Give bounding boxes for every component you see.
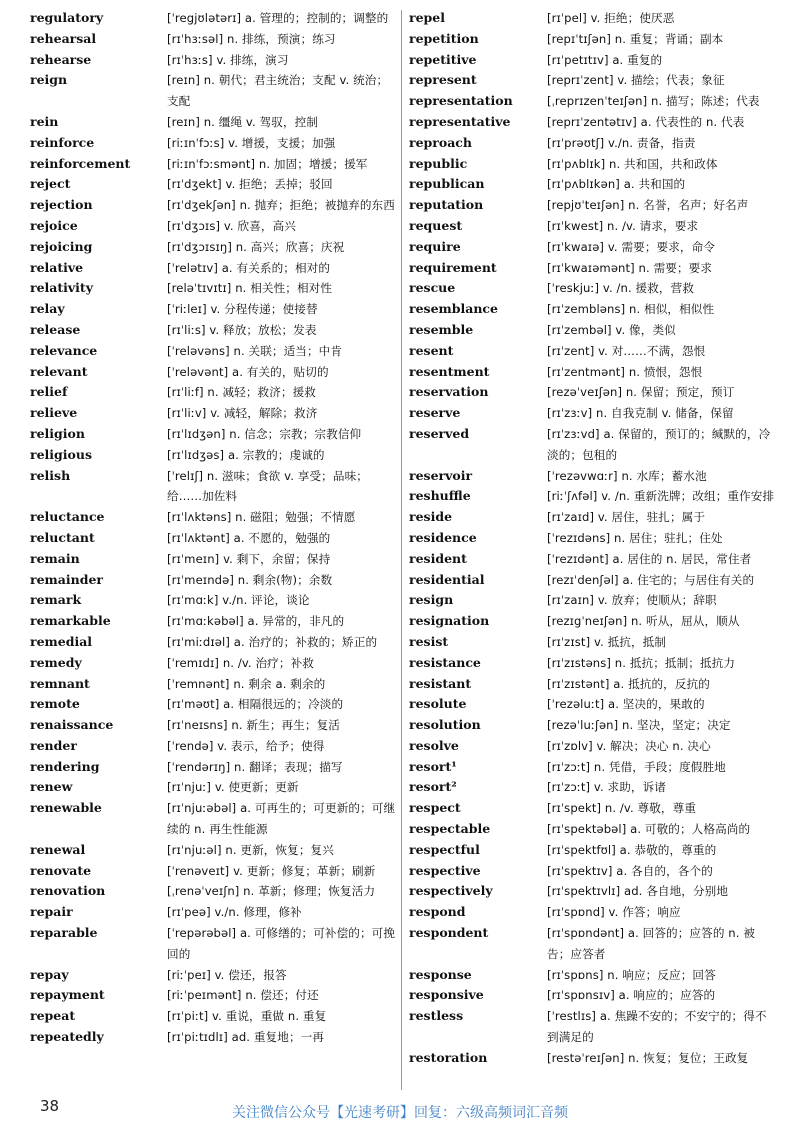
definition: [rezəˈveɪʃən] n. 保留；预定，预订 <box>547 385 735 400</box>
headword: reign <box>30 72 68 88</box>
dictionary-entry <box>409 819 775 840</box>
definition: [ˈrezəvwɑːr] n. 水库；蓄水池 <box>547 468 707 483</box>
dictionary-entry <box>409 174 775 195</box>
headword: require <box>409 238 461 254</box>
definition: [rɪˈzɔːt] n. 凭借，手段；度假胜地 <box>547 759 726 774</box>
definition: [rɪˈhɜːs] v. 排练，演习 <box>167 52 289 67</box>
dictionary-entry <box>30 341 398 362</box>
dictionary-entry <box>409 590 775 611</box>
dictionary-entry <box>409 403 775 424</box>
dictionary-entry <box>409 382 775 403</box>
headword: resident <box>409 550 467 566</box>
headword: represent <box>409 72 477 88</box>
dictionary-entry <box>30 445 398 466</box>
definition: [restəˈreɪʃən] n. 恢复；复位；王政复 <box>547 1050 749 1065</box>
headword: relish <box>30 467 71 483</box>
definition: [rɪˈprəʊtʃ] v./n. 责备，指责 <box>547 135 696 150</box>
headword: remarkable <box>30 613 111 629</box>
headword: residential <box>409 571 485 587</box>
definition: [rɪˈspɒndənt] a. 回答的；应答的 n. 被告；应答者 <box>547 926 756 961</box>
dictionary-entry <box>30 216 398 237</box>
headword: reputation <box>409 197 484 213</box>
headword: remedy <box>30 654 82 670</box>
headword: repeat <box>30 1008 76 1024</box>
definition: [rɪˈpʌblɪkən] a. 共和国的 <box>547 177 686 192</box>
headword: respectable <box>409 821 491 837</box>
definition: [rezɪgˈneɪʃən] n. 听从，屈从，顺从 <box>547 614 740 629</box>
definition: [riːɪnˈfɔːs] v. 增援，支援；加强 <box>167 135 336 150</box>
headword: renew <box>30 779 73 795</box>
headword: rein <box>30 113 59 129</box>
headword: reservation <box>409 384 489 400</box>
dictionary-entry <box>30 8 398 29</box>
headword: remark <box>30 592 82 608</box>
dictionary-entry <box>30 258 398 279</box>
dictionary-entry <box>409 112 775 133</box>
headword: respondent <box>409 925 489 941</box>
headword: relay <box>30 301 65 317</box>
dictionary-entry <box>30 362 398 383</box>
headword: request <box>409 217 463 233</box>
dictionary-entry <box>409 528 775 549</box>
definition: [rɪˈpel] v. 拒绝；使厌恶 <box>547 11 675 25</box>
dictionary-entry <box>409 216 775 237</box>
definition: [rɪˈpʌblɪk] n. 共和国，共和政体 <box>547 156 718 171</box>
headword: reinforcement <box>30 155 131 171</box>
dictionary-entry <box>409 965 775 986</box>
definition: [ˈremɪdɪ] n. /v. 治疗；补救 <box>167 655 314 670</box>
headword: reinforce <box>30 134 95 150</box>
definition: [ˈregjʊlətərɪ] a. 管理的；控制的；调整的 <box>167 11 389 25</box>
definition: [rɪˈdʒekʃən] n. 抛弃；拒绝；被抛弃的东西 <box>167 198 395 213</box>
headword: repay <box>30 966 69 982</box>
dictionary-entry <box>409 985 775 1006</box>
headword: repeatedly <box>30 1029 104 1045</box>
definition: [ˈrezəluːt] a. 坚决的，果敢的 <box>547 697 705 712</box>
dictionary-entry <box>409 736 775 757</box>
headword: restless <box>409 1008 464 1024</box>
definition: [reɪn] n. 朝代；君主统治；支配 v. 统治；支配 <box>167 73 389 109</box>
headword: rehearsal <box>30 30 97 46</box>
headword: relieve <box>30 405 78 421</box>
definition: [rɪˈdʒɔɪs] v. 欣喜，高兴 <box>167 218 296 233</box>
definition: [rɪˈspektəbəl] a. 可敬的；人格高尚的 <box>547 822 751 837</box>
definition: [rɪˈzɪstəns] n. 抵抗；抵制；抵抗力 <box>547 655 736 670</box>
column-divider <box>401 10 402 1090</box>
definition: [rɪˈmeɪn] v. 剩下，余留；保持 <box>167 551 331 566</box>
headword: resign <box>409 592 454 608</box>
headword: render <box>30 737 77 753</box>
definition: [rɪˈzɜːv] n. 自我克制 v. 储备，保留 <box>547 406 734 421</box>
headword: religion <box>30 425 85 441</box>
dictionary-entry <box>409 8 775 29</box>
dictionary-entry <box>30 632 398 653</box>
dictionary-entry <box>409 777 775 798</box>
headword: relativity <box>30 280 93 296</box>
headword: rejoice <box>30 217 78 233</box>
dictionary-entry <box>409 341 775 362</box>
headword: reject <box>30 176 71 192</box>
dictionary-entry <box>409 653 775 674</box>
dictionary-entry <box>409 278 775 299</box>
definition: [reprɪˈzentətɪv] a. 代表性的 n. 代表 <box>547 114 745 129</box>
headword: resemble <box>409 321 474 337</box>
headword: reservoir <box>409 467 473 483</box>
headword: rescue <box>409 280 456 296</box>
definition: [rɪˈzentmənt] n. 愤恨，怨恨 <box>547 364 703 379</box>
dictionary-entry <box>30 923 398 965</box>
headword: resort¹ <box>409 758 457 774</box>
dictionary-entry <box>30 861 398 882</box>
headword: resistance <box>409 654 481 670</box>
dictionary-entry <box>409 50 775 71</box>
definition: [ˈrepərəbəl] a. 可修缮的；可补偿的；可挽回的 <box>167 926 396 961</box>
headword: rejection <box>30 197 93 213</box>
definition: [rɪˈzɒlv] v. 解决；决心 n. 决心 <box>547 738 711 753</box>
definition: [rɪˈspektɪvlɪ] ad. 各自地，分别地 <box>547 884 729 899</box>
definition: [rezəˈluːʃən] n. 坚决，坚定；决定 <box>547 718 731 733</box>
headword: repetitive <box>409 51 477 67</box>
headword: residence <box>409 529 477 545</box>
definition: [ˈreləvəns] n. 关联；适当；中肯 <box>167 343 343 358</box>
headword: repair <box>30 904 73 920</box>
dictionary-entry <box>409 570 775 591</box>
dictionary-entry <box>409 29 775 50</box>
definition: [ˈriːleɪ] v. 分程传递；使接替 <box>167 302 318 317</box>
headword: rehearse <box>30 51 92 67</box>
headword: restoration <box>409 1049 488 1065</box>
headword: republican <box>409 176 485 192</box>
definition: [rɪˈkwaɪəmənt] n. 需要；要求 <box>547 260 713 275</box>
definition: [rɪˈzɪst] v. 抵抗，抵制 <box>547 634 667 649</box>
definition: [rɪˈspɒns] n. 响应；反应；回答 <box>547 967 716 982</box>
headword: respective <box>409 862 481 878</box>
definition: [ˈrezɪdənt] a. 居住的 n. 居民，常住者 <box>547 551 752 566</box>
dictionary-entry <box>409 70 775 91</box>
definition: [riːɪnˈfɔːsmənt] n. 加固；增援；援军 <box>167 156 368 171</box>
dictionary-entry <box>30 757 398 778</box>
dictionary-entry <box>30 424 398 445</box>
definition: [rɪˈspɒnd] v. 作答；响应 <box>547 905 681 920</box>
definition: [rɪˈzaɪd] v. 居住，驻扎；属于 <box>547 510 706 525</box>
headword: reshuffle <box>409 488 471 504</box>
definition: [ˈrezɪdəns] n. 居住；驻扎；住处 <box>547 530 723 545</box>
dictionary-entry <box>30 694 398 715</box>
definition: [ˌrenəˈveɪʃn] n. 革新；修理；恢复活力 <box>167 884 376 899</box>
dictionary-entry <box>30 382 398 403</box>
dictionary-entry <box>30 1006 398 1027</box>
dictionary-entry <box>30 1027 398 1048</box>
definition: [rɪˈzembləns] n. 相似，相似性 <box>547 302 715 317</box>
definition: [reprɪˈzent] v. 描绘；代表；象征 <box>547 73 725 88</box>
dictionary-entry <box>409 195 775 216</box>
headword: relevance <box>30 342 98 358</box>
dictionary-entry <box>30 133 398 154</box>
definition: [rɪˈnjuː] v. 使更新；更新 <box>167 780 299 795</box>
dictionary-entry <box>30 736 398 757</box>
headword: reluctant <box>30 529 95 545</box>
headword: renewable <box>30 800 102 816</box>
definition: [rɪˈmɑːkəbəl] a. 异常的，非凡的 <box>167 614 345 629</box>
dictionary-entry <box>409 861 775 882</box>
definition: [rɪˈpetɪtɪv] a. 重复的 <box>547 52 663 67</box>
headword: remote <box>30 696 80 712</box>
dictionary-entry <box>30 70 398 112</box>
dictionary-entry <box>409 881 775 902</box>
headword: respect <box>409 800 461 816</box>
definition: [rɪˈhɜːsəl] n. 排练，预演；练习 <box>167 31 336 46</box>
dictionary-entry <box>409 154 775 175</box>
definition: [ˈrenəveɪt] v. 更新；修复；革新；刷新 <box>167 863 376 878</box>
definition: [rɪˈspektɪv] a. 各自的，各个的 <box>547 863 713 878</box>
dictionary-entry <box>30 840 398 861</box>
headword: resemblance <box>409 301 498 317</box>
definition: [rɪˈlɪdʒən] n. 信念；宗教；宗教信仰 <box>167 426 362 441</box>
dictionary-entry <box>30 195 398 216</box>
headword: religious <box>30 446 92 462</box>
headword: resolute <box>409 696 467 712</box>
dictionary-entry <box>409 237 775 258</box>
dictionary-entry <box>30 881 398 902</box>
headword: release <box>30 321 81 337</box>
headword: reproach <box>409 134 473 150</box>
dictionary-entry <box>409 840 775 861</box>
dictionary-entry <box>409 91 775 112</box>
definition: [rezɪˈdenʃəl] a. 住宅的；与居住有关的 <box>547 572 755 587</box>
dictionary-entry <box>409 362 775 383</box>
dictionary-entry <box>409 632 775 653</box>
definition: [riːˈpeɪ] v. 偿还，报答 <box>167 967 287 982</box>
dictionary-entry <box>409 902 775 923</box>
definition: [ˌreprɪzenˈteɪʃən] n. 描写；陈述；代表 <box>547 94 760 109</box>
headword: renovate <box>30 862 92 878</box>
dictionary-entry <box>30 985 398 1006</box>
headword: renovation <box>30 883 106 899</box>
definition: [repjʊˈteɪʃən] n. 名誉，名声；好名声 <box>547 198 749 213</box>
dictionary-entry <box>30 965 398 986</box>
headword: respectful <box>409 841 480 857</box>
dictionary-entry <box>409 424 775 466</box>
dictionary-entry <box>30 715 398 736</box>
headword: resistant <box>409 675 472 691</box>
dictionary-entry <box>30 50 398 71</box>
definition: [rɪˈliːf] n. 减轻；救济；援救 <box>167 385 316 400</box>
headword: rendering <box>30 758 100 774</box>
dictionary-entry <box>30 403 398 424</box>
definition: [rɪˈliːv] v. 减轻，解除；救济 <box>167 406 318 421</box>
definition: [rɪˈməʊt] a. 相隔很远的；冷淡的 <box>167 697 344 712</box>
definition: [rɪˈdʒekt] v. 拒绝；丢掉；驳回 <box>167 177 333 192</box>
dictionary-entry <box>409 486 775 507</box>
dictionary-entry <box>30 674 398 695</box>
definition: [riːˈpeɪmənt] n. 偿还；付还 <box>167 988 319 1003</box>
dictionary-entry <box>30 653 398 674</box>
headword: resort² <box>409 779 457 795</box>
dictionary-entry <box>409 611 775 632</box>
definition: [rɪˈzɜːvd] a. 保留的，预订的；缄默的，冷淡的；包租的 <box>547 426 771 462</box>
dictionary-entry <box>30 507 398 528</box>
headword: relevant <box>30 363 88 379</box>
headword: remnant <box>30 675 90 691</box>
headword: response <box>409 966 472 982</box>
definition: [rɪˈmeɪndə] n. 剩余(物)；余数 <box>167 572 333 587</box>
headword: respond <box>409 904 466 920</box>
definition: [ˈreskjuː] v. /n. 援救，营救 <box>547 281 695 296</box>
dictionary-entry <box>30 549 398 570</box>
dictionary-entry <box>409 1048 775 1069</box>
headword: resolution <box>409 717 481 733</box>
definition: [rɪˈmɑːk] v./n. 评论，谈论 <box>167 593 310 608</box>
definition: [rɪˈpiːtɪdlɪ] ad. 重复地；一再 <box>167 1030 325 1045</box>
headword: resentment <box>409 363 490 379</box>
headword: reparable <box>30 925 98 941</box>
dictionary-entry <box>409 694 775 715</box>
definition: [rɪˈzembəl] v. 像，类似 <box>547 322 676 337</box>
definition: [rɪˈpeə] v./n. 修理，修补 <box>167 905 302 920</box>
dictionary-entry <box>409 466 775 487</box>
dictionary-entry <box>409 299 775 320</box>
headword: respectively <box>409 883 493 899</box>
dictionary-entry <box>30 299 398 320</box>
headword: rejoicing <box>30 238 93 254</box>
definition: [rɪˈlʌktənt] a. 不愿的，勉强的 <box>167 530 331 545</box>
headword: reserve <box>409 405 461 421</box>
dictionary-entry <box>30 528 398 549</box>
definition: [rɪˈkwaɪə] v. 需要；要求，命令 <box>547 239 716 254</box>
headword: requirement <box>409 259 497 275</box>
definition: [rɪˈzɔːt] v. 求助，诉诸 <box>547 780 666 795</box>
definition: [ˈrelɪʃ] n. 滋味；食欲 v. 享受；品味；给……加佐料 <box>167 468 368 504</box>
dictionary-entry <box>30 902 398 923</box>
headword: renewal <box>30 841 86 857</box>
headword: remain <box>30 550 80 566</box>
definition: [rɪˈnjuːəl] n. 更新，恢复；复兴 <box>167 842 334 857</box>
dictionary-entry <box>409 258 775 279</box>
dictionary-entry <box>30 777 398 798</box>
right-column <box>409 8 775 1069</box>
definition: [rɪˈlɪdʒəs] a. 宗教的；虔诚的 <box>167 447 325 462</box>
definition: [rɪˈspɒnsɪv] a. 响应的；应答的 <box>547 988 716 1003</box>
page-number: 38 <box>40 1097 60 1115</box>
headword: republic <box>409 155 468 171</box>
definition: [ˈremnənt] n. 剩余 a. 剩余的 <box>167 676 326 691</box>
dictionary-entry <box>409 1006 775 1048</box>
dictionary-entry <box>30 570 398 591</box>
definition: [rɪˈdʒɔɪsɪŋ] n. 高兴；欣喜；庆祝 <box>167 239 345 254</box>
dictionary-entry <box>409 757 775 778</box>
definition: [rɪˈnjuːəbəl] a. 可再生的；可更新的；可继续的 n. 再生性能源 <box>167 801 396 837</box>
definition: [rɪˈneɪsns] n. 新生；再生；复活 <box>167 718 340 733</box>
definition: [rɪˈkwest] n. /v. 请求，要求 <box>547 218 699 233</box>
dictionary-entry <box>409 507 775 528</box>
definition: [ˈrendərɪŋ] n. 翻译；表现；描写 <box>167 759 343 774</box>
definition: [rɪˈpiːt] v. 重说，重做 n. 重复 <box>167 1009 327 1024</box>
definition: [rɪˈliːs] v. 释放；放松；发表 <box>167 322 317 337</box>
dictionary-entry <box>409 320 775 341</box>
dictionary-entry <box>30 278 398 299</box>
definition: [repɪˈtɪʃən] n. 重复；背诵；副本 <box>547 31 724 46</box>
definition: [ˈrendə] v. 表示，给予；使得 <box>167 738 325 753</box>
definition: [rɪˈspektfʊl] a. 恭敬的，尊重的 <box>547 842 717 857</box>
headword: reserved <box>409 425 470 441</box>
definition: [rɪˈspekt] n. /v. 尊敬，尊重 <box>547 801 697 816</box>
headword: responsive <box>409 987 484 1003</box>
headword: repetition <box>409 30 479 46</box>
headword: relief <box>30 384 68 400</box>
definition: [rɪˈzent] v. 对……不满，怨恨 <box>547 343 706 358</box>
definition: [rɪˈzaɪn] v. 放弃；使顺从；辞职 <box>547 593 717 608</box>
definition: [riːˈʃʌfəl] v. /n. 重新洗牌；改组；重作安排 <box>547 489 775 504</box>
definition: [reɪn] n. 缰绳 v. 驾驭，控制 <box>167 114 319 129</box>
headword: representative <box>409 113 511 129</box>
headword: representation <box>409 93 513 109</box>
headword: resent <box>409 342 454 358</box>
dictionary-entry <box>30 611 398 632</box>
dictionary-entry <box>30 29 398 50</box>
dictionary-entry <box>409 923 775 965</box>
headword: remainder <box>30 571 103 587</box>
headword: regulatory <box>30 10 104 25</box>
dictionary-entry <box>30 798 398 840</box>
definition: [ˈreləvənt] a. 有关的，贴切的 <box>167 364 329 379</box>
dictionary-entry <box>30 466 398 508</box>
headword: reside <box>409 509 453 525</box>
dictionary-entry <box>409 674 775 695</box>
definition: [rɪˈlʌktəns] n. 磁阻；勉强；不情愿 <box>167 510 356 525</box>
dictionary-entry <box>409 715 775 736</box>
dictionary-entry <box>30 237 398 258</box>
headword: resist <box>409 633 449 649</box>
dictionary-entry <box>30 320 398 341</box>
definition: [reləˈtɪvɪtɪ] n. 相关性；相对性 <box>167 281 333 296</box>
definition: [rɪˈmiːdɪəl] a. 治疗的；补救的；矫正的 <box>167 634 378 649</box>
dictionary-entry <box>409 798 775 819</box>
headword: repel <box>409 10 445 25</box>
headword: repayment <box>30 987 105 1003</box>
dictionary-entry <box>30 590 398 611</box>
headword: resignation <box>409 613 490 629</box>
definition: [ˈrestlɪs] a. 焦躁不安的；不安宁的；得不到满足的 <box>547 1009 767 1045</box>
dictionary-entry <box>30 154 398 175</box>
dictionary-entry <box>409 133 775 154</box>
headword: remedial <box>30 633 93 649</box>
definition: [ˈrelətɪv] a. 有关系的；相对的 <box>167 260 331 275</box>
dictionary-entry <box>30 112 398 133</box>
left-column <box>30 8 398 1048</box>
dictionary-entry <box>30 174 398 195</box>
headword: renaissance <box>30 717 114 733</box>
headword: relative <box>30 259 84 275</box>
dictionary-entry <box>409 549 775 570</box>
headword: reluctance <box>30 509 105 525</box>
footer-promo: 关注微信公众号【光速考研】回复：六级高频词汇音频 <box>232 1105 568 1121</box>
definition: [rɪˈzɪstənt] a. 抵抗的，反抗的 <box>547 676 710 691</box>
headword: resolve <box>409 737 459 753</box>
